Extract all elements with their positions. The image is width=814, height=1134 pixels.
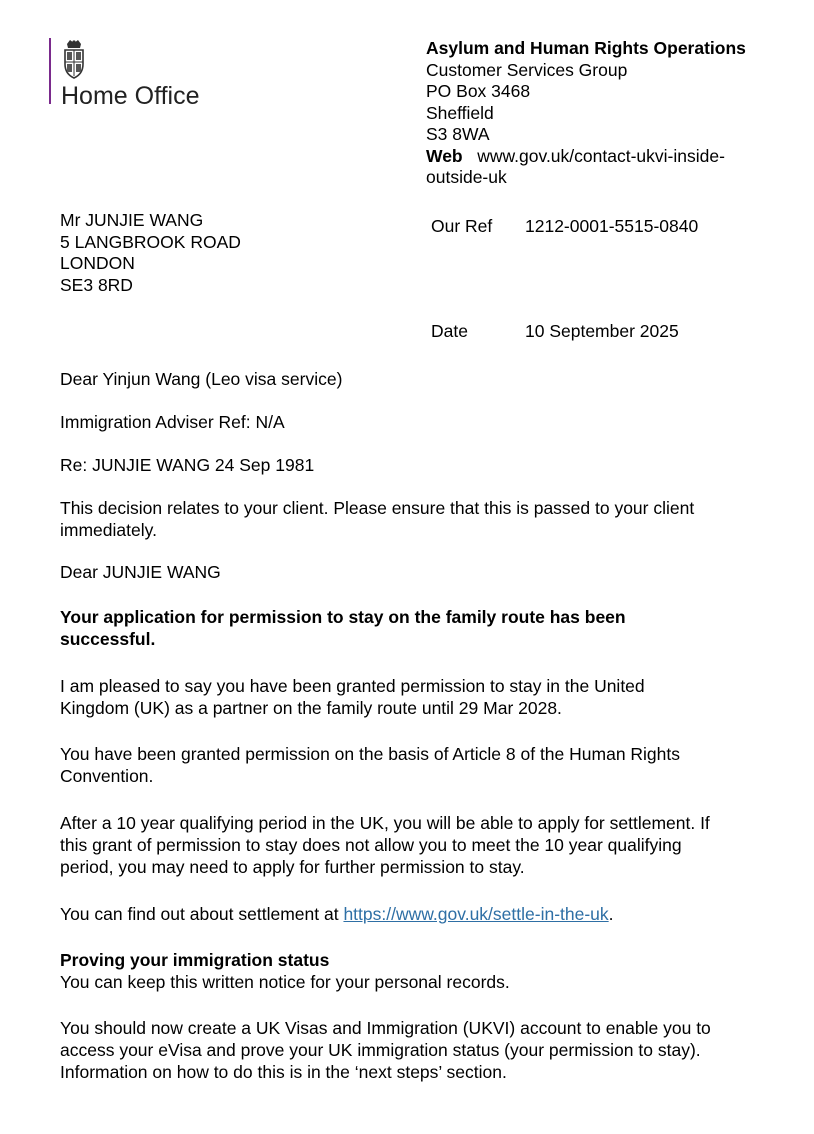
paragraph-text: . [608, 904, 614, 924]
settle-in-the-uk-link[interactable]: https://www.gov.uk/settle-in-the-uk [343, 904, 609, 924]
grant-paragraph [60, 675, 760, 719]
date-row [431, 320, 679, 342]
sender-line: PO Box 3468 [426, 81, 531, 101]
greeting-applicant: Dear JUNJIE WANG [60, 562, 221, 582]
greeting-representative: Dear Yinjun Wang (Leo visa service) [60, 369, 343, 389]
decision-headline [60, 606, 760, 650]
paragraph-text: You can find out about settlement at [60, 904, 344, 924]
ref-label: Our Ref [431, 216, 493, 236]
sender-line: Customer Services Group [426, 59, 628, 80]
paragraph-line: You should now create a UK Visas and Immigration (UKVI) account to enable you to [60, 1018, 711, 1038]
sender-web [426, 146, 786, 168]
ukvi-account-paragraph [60, 1017, 760, 1083]
date-value: 10 September 2025 [525, 321, 679, 341]
paragraph-line: After a 10 year qualifying period in the UK, you will be able to apply for settlement. If [60, 813, 710, 833]
web-value: www.gov.uk/contact-ukvi-inside- [477, 145, 725, 166]
sender-line: Sheffield [426, 102, 494, 123]
paragraph-line: You have been granted permission on the basis of Article 8 of the Human Rights [60, 744, 681, 764]
date-label: Date [431, 321, 468, 341]
recipient-line: 5 LANGBROOK ROAD [60, 231, 241, 252]
re-line: Re: JUNJIE WANG 24 Sep 1981 [60, 455, 315, 475]
paragraph-line: this grant of permission to stay does not allow you to meet the 10 year qualifying [60, 835, 682, 855]
paragraph-line: access your eVisa and prove your UK immigration status (your permission to stay). [60, 1040, 701, 1060]
ref-value: 1212-0001-5515-0840 [525, 216, 699, 236]
recipient-line: LONDON [60, 253, 135, 273]
paragraph-line: period, you may need to apply for further permission to stay. [60, 857, 525, 877]
logo-divider-bar [49, 38, 51, 104]
adviser-reference: Immigration Adviser Ref: N/A [60, 412, 285, 432]
web-value-continued: outside-uk [426, 167, 507, 187]
recipient-address [60, 210, 241, 296]
basis-paragraph [60, 743, 760, 787]
headline-line: successful. [60, 629, 156, 649]
client-notice-line: immediately. [60, 520, 157, 540]
paragraph-line: I am pleased to say you have been granted permission to stay in the United [60, 676, 645, 696]
royal-crest-icon [61, 38, 87, 80]
sender-department: Asylum and Human Rights Operations [426, 38, 746, 58]
paragraph-line: Convention. [60, 766, 154, 786]
paragraph-line: Information on how to do this is in the ‘next steps’ section. [60, 1062, 507, 1082]
section-heading: Proving your immigration status [60, 950, 330, 970]
records-paragraph: You can keep this written notice for your personal records. [60, 972, 510, 992]
home-office-logo-text: Home Office [61, 82, 200, 110]
recipient-line: SE3 8RD [60, 274, 133, 295]
settlement-link-paragraph [60, 903, 760, 925]
sender-address [426, 38, 786, 189]
reference-row [431, 215, 698, 237]
headline-line: Your application for permission to stay on the family route has been [60, 607, 626, 627]
settlement-paragraph [60, 812, 760, 878]
paragraph-line: Kingdom (UK) as a partner on the family route until 29 Mar 2028. [60, 698, 562, 718]
sender-line: S3 8WA [426, 124, 490, 144]
recipient-name: Mr JUNJIE WANG [60, 210, 204, 230]
client-notice-line: This decision relates to your client. Please ensure that this is passed to your client [60, 498, 695, 518]
web-label: Web [426, 145, 463, 166]
client-notice [60, 497, 760, 541]
